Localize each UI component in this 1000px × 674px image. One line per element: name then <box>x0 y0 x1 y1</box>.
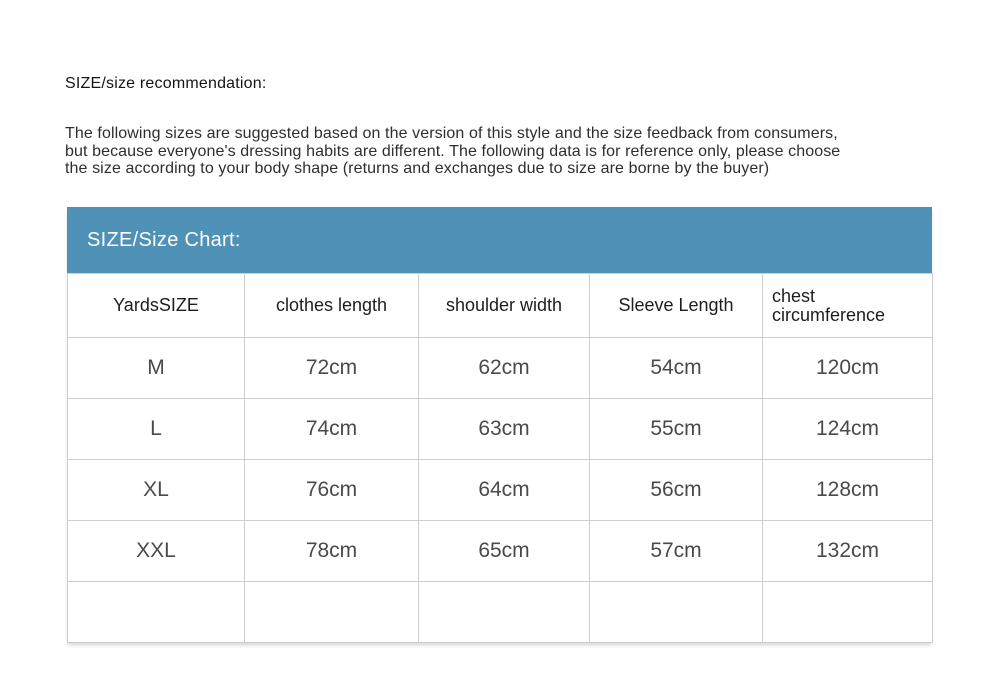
size-chart-section <box>67 207 932 643</box>
clothes-length-value: 78cm <box>245 521 419 582</box>
clothes-length-value: 74cm <box>245 399 419 460</box>
column-header-chest-circumference: chest circumference <box>763 274 933 338</box>
column-header-shoulder-width: shoulder width <box>419 274 590 338</box>
chest-circumference-value: 124cm <box>763 399 933 460</box>
page-title: SIZE/size recommendation: <box>65 75 267 92</box>
size-chart-title-bar <box>67 207 932 273</box>
sleeve-length-value: 54cm <box>590 338 763 399</box>
table-row <box>68 338 933 399</box>
table-row <box>68 399 933 460</box>
shoulder-width-value: 63cm <box>419 399 590 460</box>
table-row <box>68 521 933 582</box>
table-header-row <box>68 274 933 338</box>
column-header-sleeve-length: Sleeve Length <box>590 274 763 338</box>
chest-circumference-value: 132cm <box>763 521 933 582</box>
shoulder-width-value: 65cm <box>419 521 590 582</box>
size-disclaimer-line-2: but because everyone's dressing habits are different. The following data is for reference only, please choose <box>65 142 841 160</box>
column-header-clothes-length: clothes length <box>245 274 419 338</box>
size-chart-table <box>67 273 933 643</box>
size-disclaimer <box>65 125 945 178</box>
size-disclaimer-line-3: the size according to your body shape (returns and exchanges due to size are borne by the buyer) <box>65 160 770 177</box>
chest-circumference-value: 120cm <box>763 338 933 399</box>
clothes-length-value: 72cm <box>245 338 419 399</box>
size-disclaimer-line-1: The following sizes are suggested based on the version of this style and the size feedback from consumers, <box>65 125 838 142</box>
table-row <box>68 460 933 521</box>
size-label: L <box>68 399 245 460</box>
chest-circumference-value: 128cm <box>763 460 933 521</box>
clothes-length-value <box>245 582 419 643</box>
sleeve-length-value: 57cm <box>590 521 763 582</box>
column-header-size: YardsSIZE <box>68 274 245 338</box>
sleeve-length-value <box>590 582 763 643</box>
size-label: M <box>68 338 245 399</box>
chest-circumference-value <box>763 582 933 643</box>
size-label: XL <box>68 460 245 521</box>
shoulder-width-value: 64cm <box>419 460 590 521</box>
size-label: XXL <box>68 521 245 582</box>
size-label <box>68 582 245 643</box>
clothes-length-value: 76cm <box>245 460 419 521</box>
sleeve-length-value: 55cm <box>590 399 763 460</box>
shoulder-width-value: 62cm <box>419 338 590 399</box>
table-row-empty <box>68 582 933 643</box>
sleeve-length-value: 56cm <box>590 460 763 521</box>
size-chart-title: SIZE/Size Chart: <box>87 228 241 251</box>
shoulder-width-value <box>419 582 590 643</box>
